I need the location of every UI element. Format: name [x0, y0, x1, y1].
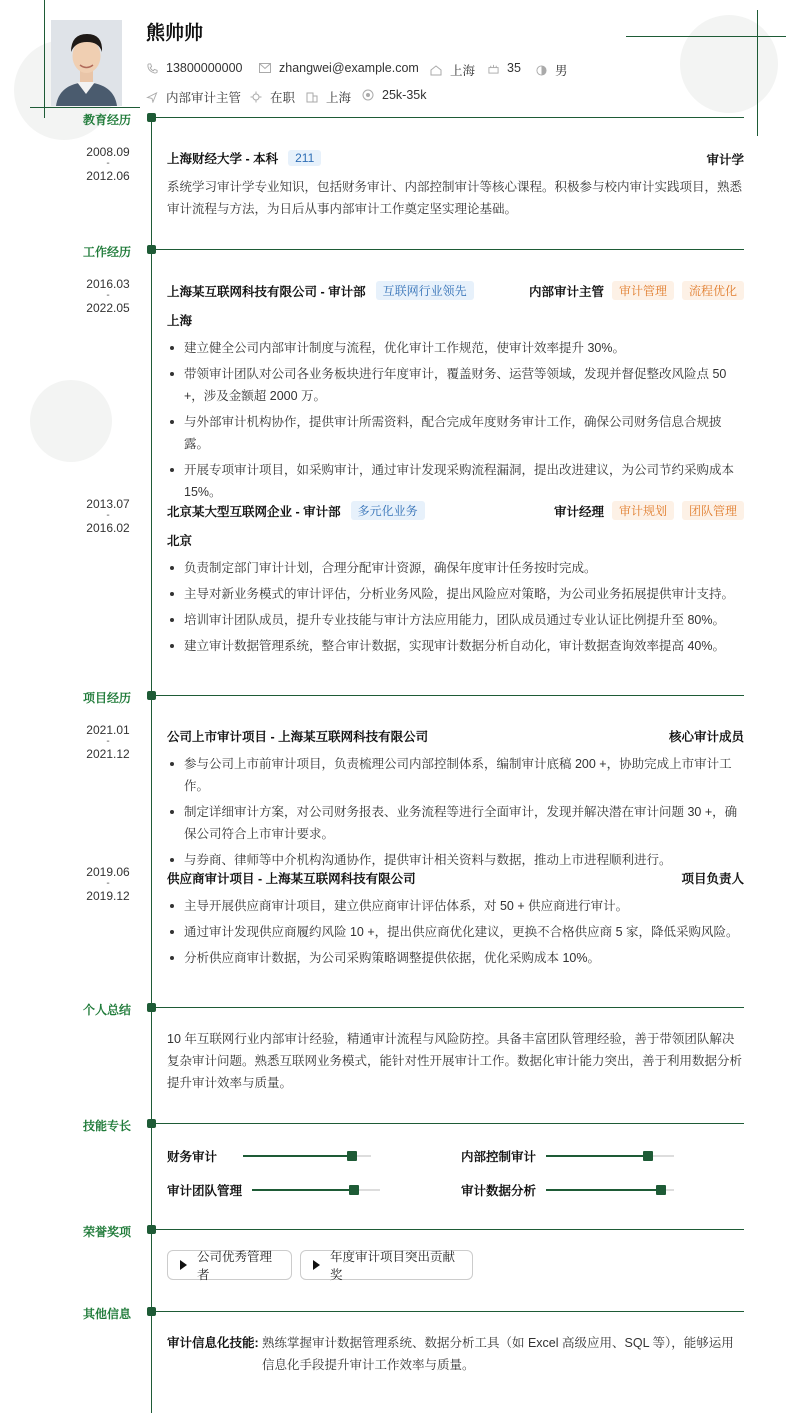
skill-item: [167, 1147, 371, 1165]
skill-bar: [546, 1155, 674, 1157]
award-badge: [167, 1250, 292, 1280]
email-text: zhangwei@example.com: [279, 61, 419, 75]
project-title: 公司上市审计项目 - 上海某互联网科技有限公司: [167, 730, 429, 744]
header-frame-line: [30, 107, 140, 108]
position-text: 内部审计主管: [166, 91, 242, 105]
age-info: [487, 61, 521, 75]
location-icon: [430, 64, 442, 76]
list-item: 建立健全公司内部审计制度与流程，优化审计工作规范，使审计效率提升 30%。: [167, 337, 744, 359]
date-end: 2016.02: [86, 521, 130, 535]
list-item: 开展专项审计项目，如采购审计，通过审计发现采购流程漏洞，提出改进建议，为公司节约采购成本 15%。: [167, 459, 744, 503]
project-title: 供应商审计项目 - 上海某互联网科技有限公司: [167, 872, 416, 886]
date-range: 2008.09 - 2012.06: [78, 146, 138, 182]
age-icon: [487, 62, 499, 74]
company-name: 上海某互联网科技有限公司 - 审计部: [167, 284, 366, 299]
city-icon: [306, 91, 318, 103]
education-description: 系统学习审计学专业知识，包括财务审计、内部控制审计等核心课程。积极参与校内审计实践项目，熟悉审计流程与方法，为日后从事内部审计工作奠定坚实理论基础。: [167, 180, 743, 216]
date-start: 2016.03: [86, 277, 130, 291]
skill-bar-knob: [656, 1185, 666, 1195]
section-rule: [156, 249, 744, 250]
section-title-other: 其他信息: [83, 1307, 132, 1321]
position-icon: [146, 91, 158, 103]
timeline-node: [147, 245, 156, 254]
skill-name: 内部控制审计: [461, 1150, 537, 1164]
skill-bar: [252, 1189, 380, 1191]
summary-text: 10 年互联网行业内部审计经验，精通审计流程与风险防控。具备丰富团队管理经验，善于带领团队解决复杂审计问题。熟悉互联网业务模式，能针对性开展审计工作。数据化审计能力突出，善于利用数据分析提升审计效率与质量。: [167, 1032, 743, 1090]
list-item: 制定详细审计方案，对公司财务报表、业务流程等进行全面审计，发现并解决潜在审计问题 30 +，确保公司符合上市审计要求。: [167, 801, 744, 845]
section-rule: [156, 1229, 744, 1230]
section-rule: [156, 117, 744, 118]
list-item: 培训审计团队成员，提升专业技能与审计方法应用能力，团队成员通过专业认证比例提升至 80%。: [167, 609, 744, 631]
skill-name: 财务审计: [167, 1150, 218, 1164]
email-icon: [259, 62, 271, 74]
work-city: 北京: [167, 534, 193, 548]
corner-frame-line: [757, 10, 758, 136]
skill-tag: 审计管理: [612, 281, 674, 300]
salary-info: [362, 88, 426, 102]
skill-bar: [546, 1189, 674, 1191]
gender-icon: [535, 64, 547, 76]
list-item: 参与公司上市前审计项目，负责梳理公司内部控制体系，编制审计底稿 200 +，协助完成上市审计工作。: [167, 753, 744, 797]
skill-name: 审计团队管理: [167, 1184, 243, 1198]
date-range: 2016.03 - 2022.05: [78, 278, 138, 314]
date-end: 2012.06: [86, 169, 130, 183]
timeline-line: [151, 118, 152, 1413]
section-rule: [156, 695, 744, 696]
award-name: 年度审计项目突出贡献奖: [330, 1250, 456, 1282]
list-item: 与外部审计机构协作，提供审计所需资料，配合完成年度财务审计工作，确保公司财务信息合规披露。: [167, 411, 744, 455]
email-info: [259, 61, 419, 75]
list-item: 带领审计团队对公司各业务板块进行年度审计，覆盖财务、运营等领域，发现并督促整改风险点 50 +，涉及金额超 2000 万。: [167, 363, 744, 407]
award-name: 公司优秀管理者: [197, 1250, 273, 1282]
timeline-node: [147, 113, 156, 122]
avatar: [51, 20, 122, 106]
timeline-node: [147, 691, 156, 700]
salary-text: 25k-35k: [382, 88, 427, 102]
gender-info: [535, 61, 568, 79]
candidate-name: 熊帅帅: [146, 23, 204, 44]
skill-bar-knob: [349, 1185, 359, 1195]
play-icon: [313, 1260, 320, 1270]
section-rule: [156, 1007, 744, 1008]
skill-bar-knob: [347, 1151, 357, 1161]
company-title: [167, 501, 425, 520]
status-icon: [250, 91, 262, 103]
skill-tag: 团队管理: [682, 501, 744, 520]
role: 审计经理: [553, 504, 604, 519]
skill-item: [167, 1181, 380, 1199]
work-city: 上海: [167, 314, 193, 328]
skill-tag: 审计规划: [612, 501, 674, 520]
date-start: 2019.06: [86, 865, 130, 879]
school-name: 上海财经大学 - 本科: [167, 152, 279, 166]
project-bullets: [167, 753, 744, 875]
corner-frame-line: [626, 36, 786, 37]
education-title: [167, 149, 321, 167]
skill-item: [461, 1181, 674, 1199]
section-rule: [156, 1123, 744, 1124]
role-title: [554, 501, 744, 520]
city-info: [306, 88, 351, 106]
section-title-work: 工作经历: [83, 245, 132, 259]
other-label: 审计信息化技能:: [167, 1336, 259, 1350]
skill-tag: 流程优化: [682, 281, 744, 300]
skill-bar-knob: [643, 1151, 653, 1161]
list-item: 主导对新业务模式的审计评估，分析业务风险，提出风险应对策略，为公司业务拓展提供审计支持。: [167, 583, 744, 605]
phone-icon: [146, 62, 158, 74]
list-item: 与券商、律师等中介机构沟通协作，提供审计相关资料与数据，推动上市进程顺利进行。: [167, 849, 744, 871]
company-tag: 多元化业务: [351, 501, 425, 520]
section-title-education: 教育经历: [83, 113, 132, 127]
date-start: 2008.09: [86, 145, 130, 159]
work-bullets: [167, 557, 744, 661]
section-rule: [156, 1311, 744, 1312]
status-text: 在职: [270, 91, 296, 105]
section-title-awards: 荣誉奖项: [83, 1225, 132, 1239]
list-item: 主导开展供应商审计项目，建立供应商审计评估体系，对 50 + 供应商进行审计。: [167, 895, 744, 917]
list-item: 负责制定部门审计计划，合理分配审计资源，确保年度审计任务按时完成。: [167, 557, 744, 579]
date-range: 2019.06 - 2019.12: [78, 866, 138, 902]
decor-circle: [680, 15, 778, 113]
date-end: 2019.12: [86, 889, 130, 903]
skill-name: 审计数据分析: [461, 1184, 537, 1198]
status-info: [250, 88, 295, 106]
age-text: 35: [507, 61, 521, 75]
timeline-node: [147, 1307, 156, 1316]
phone-info: [146, 61, 242, 75]
project-role: 项目负责人: [681, 872, 744, 886]
company-name: 北京某大型互联网企业 - 审计部: [167, 504, 341, 519]
section-title-projects: 项目经历: [83, 691, 132, 705]
major: 审计学: [706, 153, 744, 167]
skill-bar-fill: [546, 1155, 648, 1157]
skill-bar-fill: [243, 1155, 352, 1157]
gender-text: 男: [555, 64, 568, 78]
city-text: 上海: [326, 91, 352, 105]
role: 内部审计主管: [528, 284, 604, 299]
project-role: 核心审计成员: [668, 730, 744, 744]
list-item: 建立审计数据管理系统，整合审计数据，实现审计数据分析自动化，审计数据查询效率提高 40%。: [167, 635, 744, 657]
project-bullets: [167, 895, 744, 973]
play-icon: [180, 1260, 187, 1270]
date-range: 2013.07 - 2016.02: [78, 498, 138, 534]
location-text: 上海: [450, 64, 476, 78]
position-info: [146, 88, 241, 106]
location-info: [430, 61, 475, 79]
company-title: [167, 281, 474, 300]
work-bullets: [167, 337, 744, 507]
timeline-node: [147, 1003, 156, 1012]
date-range: 2021.01 - 2021.12: [78, 724, 138, 760]
date-start: 2021.01: [86, 723, 130, 737]
award-badge: [300, 1250, 473, 1280]
skill-bar: [243, 1155, 371, 1157]
section-title-summary: 个人总结: [83, 1003, 132, 1017]
timeline-node: [147, 1119, 156, 1128]
salary-icon: [362, 89, 374, 101]
school-tag: 211: [288, 150, 321, 166]
company-tag: 互联网行业领先: [376, 281, 474, 300]
phone-text: 13800000000: [166, 61, 243, 75]
skill-bar-fill: [546, 1189, 661, 1191]
section-title-skills: 技能专长: [83, 1119, 132, 1133]
decor-circle: [30, 380, 112, 462]
date-start: 2013.07: [86, 497, 130, 511]
list-item: 通过审计发现供应商履约风险 10 +，提出供应商优化建议，更换不合格供应商 5 家，降低采购风险。: [167, 921, 744, 943]
list-item: 分析供应商审计数据，为公司采购策略调整提供依据，优化采购成本 10%。: [167, 947, 744, 969]
other-text: 熟练掌握审计数据管理系统、数据分析工具（如 Excel 高级应用、SQL 等），能够运用信息化手段提升审计工作效率与质量。: [262, 1336, 734, 1372]
skill-item: [461, 1147, 674, 1165]
date-end: 2021.12: [86, 747, 130, 761]
timeline-node: [147, 1225, 156, 1234]
header-frame-line: [44, 0, 45, 118]
date-end: 2022.05: [86, 301, 130, 315]
role-title: [529, 281, 744, 300]
skill-bar-fill: [252, 1189, 354, 1191]
